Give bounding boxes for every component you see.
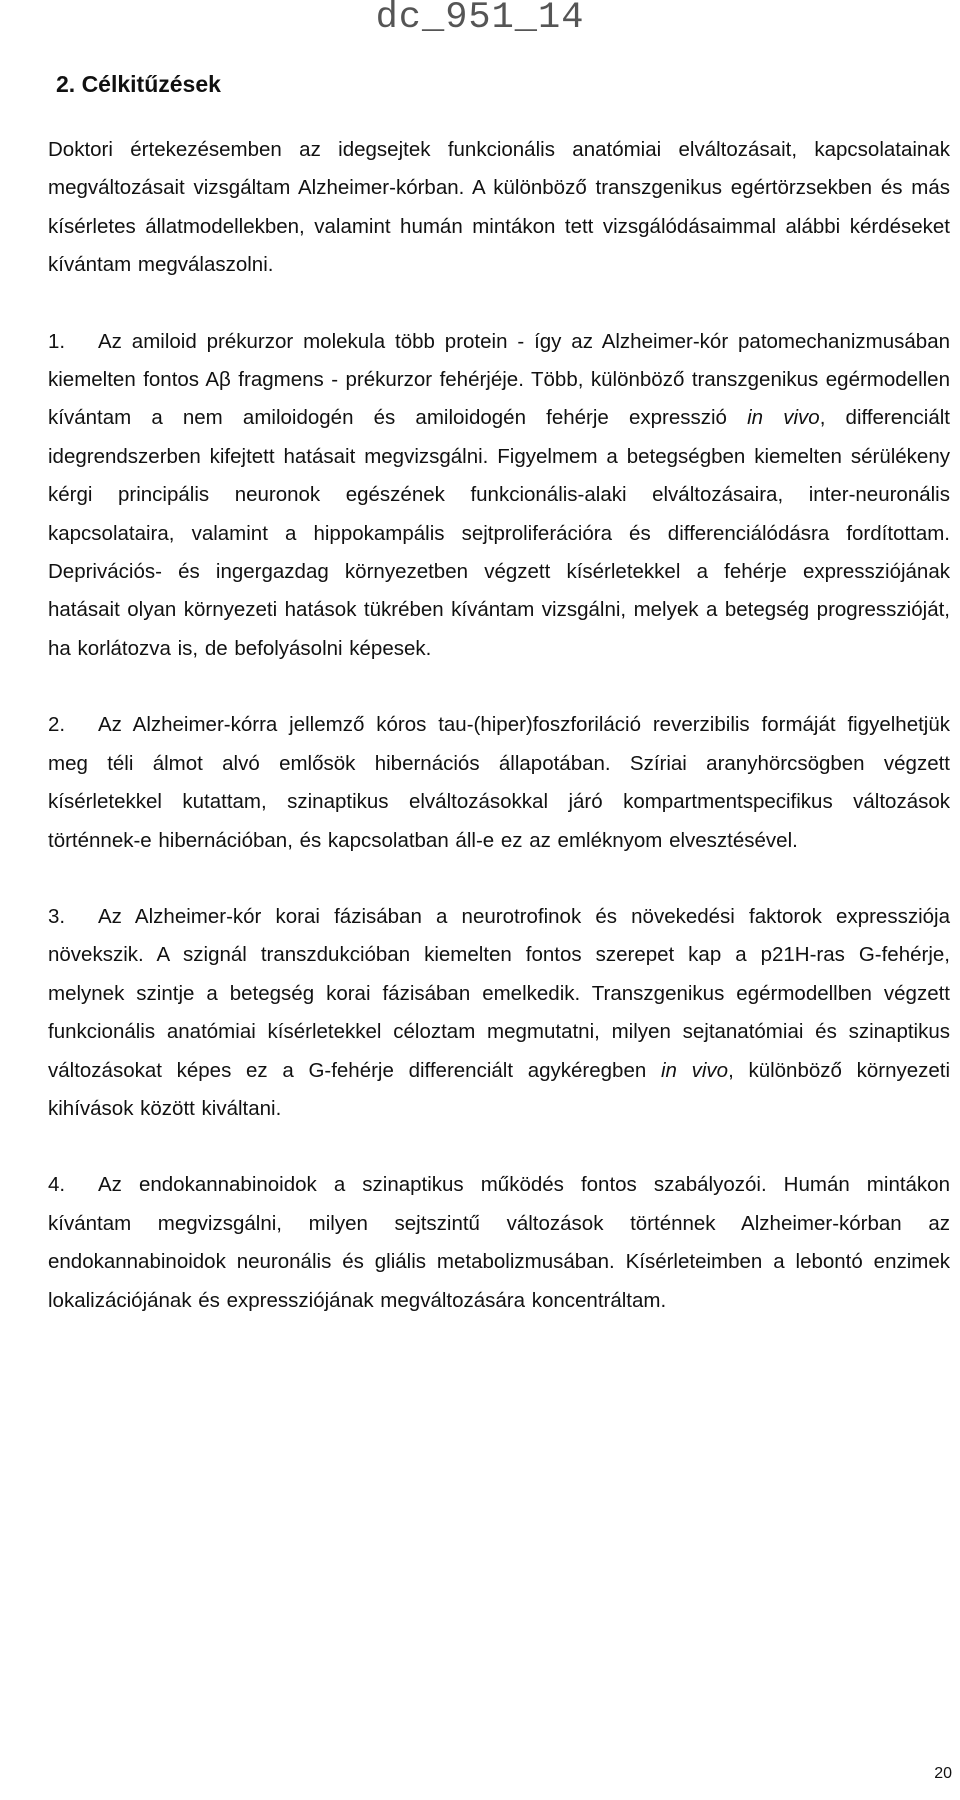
objective-number: 1.	[48, 329, 66, 353]
objective-text: Az endokannabinoidok a szinaptikus működés fontos szabályozói. Humán mintákon kívántam megvizsgálni, milyen sejtszintű változások történnek Alzheimer-kórban az endokannabinoidok neuronális és gliális metabolizmusában. Kísérleteimben a lebontó enzimek lokalizációjának és expressziójának megváltozására koncentráltam.	[48, 1173, 950, 1312]
objective-item-2	[48, 706, 950, 860]
intro-paragraph: Doktori értekezésemben az idegsejtek funkcionális anatómiai elváltozásait, kapcsolatainak megváltozásait vizsgáltam Alzheimer-kórban. A különböző transzgenikus egértörzsekben és más kísérletes állatmodellekben, valamint humán mintákon tett vizsgálódásaimmal alábbi kérdéseket kívántam megválaszolni.	[48, 138, 950, 277]
section-heading: 2. Célkitűzések	[56, 71, 221, 97]
page-number: 20	[934, 1765, 952, 1782]
objective-number: 2.	[48, 713, 66, 737]
objective-italic-term: in vivo	[747, 406, 820, 430]
document-body	[48, 131, 950, 1320]
objective-italic-term: in vivo	[660, 1058, 729, 1082]
objective-number: 4.	[48, 1173, 66, 1197]
paragraph-gap	[48, 1128, 950, 1166]
objective-number: 3.	[48, 904, 66, 928]
objective-item-3	[48, 898, 950, 1128]
document-id: dc_951_14	[375, 0, 585, 39]
paragraph-gap	[48, 860, 950, 898]
objective-text-continued: , különböző környezeti kihívások között kiváltani.	[48, 1058, 951, 1120]
objective-text: Az amiloid prékurzor molekula több protein - így az Alzheimer-kór patomechanizmusában kiemelten fontos Aβ fragmens - prékurzor fehérjéje. Több, különböző transzgenikus egérmodellen kívántam a nem amiloidogén és amiloidogén fehérje expresszió	[48, 329, 950, 430]
objective-text-continued: , differenciált idegrendszerben kifejtett hatásait megvizsgálni. Figyelmem a betegségben kiemelten sérülékeny kérgi principális neuronok egészének funkcionális-alaki elváltozásaira, inter-neuronális kapcsolataira, valamint a hippokampális sejtproliferációra és differenciálódásra fordítottam. Deprivációs- és ingergazdag környezetben végzett kísérletekkel a fehérje expressziójának hatásait olyan környezeti hatások tükrében kívántam vizsgálni, melyek a betegség progresszióját, ha korlátozva is, de befolyásolni képesek.	[48, 406, 950, 660]
paragraph-gap	[48, 285, 950, 323]
objective-text: Az Alzheimer-kór korai fázisában a neurotrofinok és növekedési faktorok expressziója növekszik. A szignál transzdukcióban kiemelten fontos szerepet kap a p21H-ras G-fehérje, melynek szintje a betegség korai fázisában emelkedik. Transzgenikus egérmodellben végzett funkcionális anatómiai kísérletekkel céloztam megmutatni, milyen sejtanatómiai és szinaptikus változásokat képes ez a G-fehérje differenciált agykéregben	[48, 904, 950, 1082]
objective-item-4	[48, 1166, 950, 1320]
objective-text: Az Alzheimer-kórra jellemző kóros tau-(hiper)foszforiláció reverzibilis formáját figyelhetjük meg téli álmot alvó emlősök hibernációs állapotában. Szíriai aranyhörcsögben végzett kísérletekkel kutattam, szinaptikus elváltozásokkal járó kompartmentspecifikus változások történnek-e hibernációban, és kapcsolatban áll-e ez az emléknyom elvesztésével.	[48, 713, 950, 852]
paragraph-gap	[48, 668, 950, 706]
objective-item-1	[48, 323, 950, 669]
